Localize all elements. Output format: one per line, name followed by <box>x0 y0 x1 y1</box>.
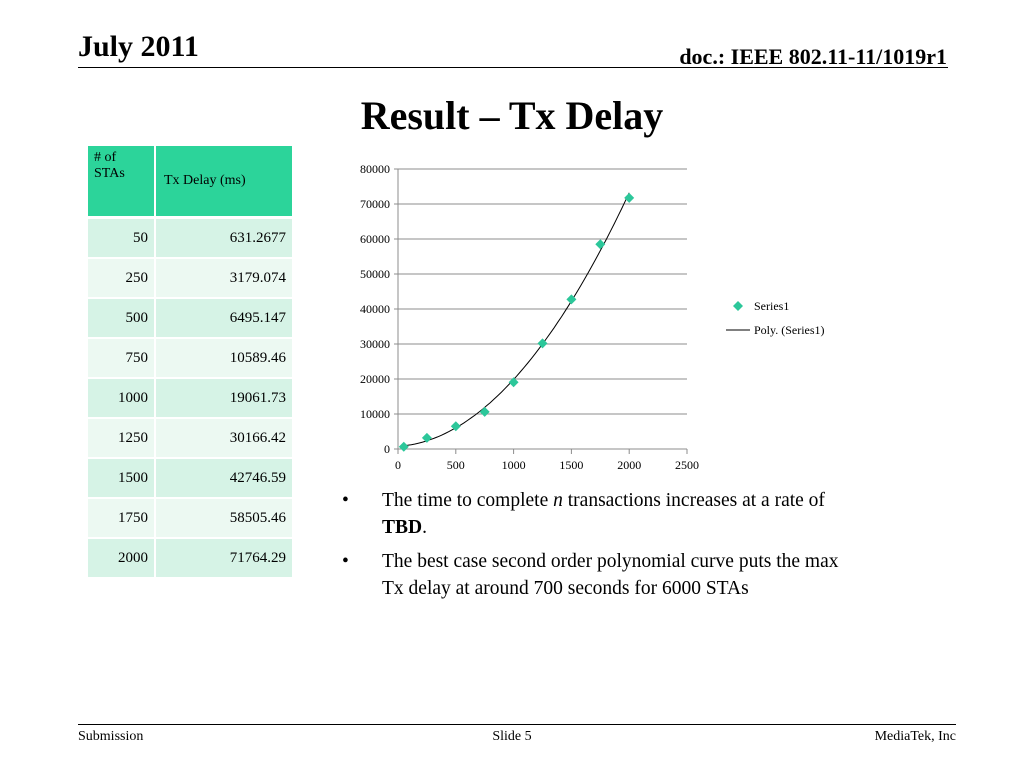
bullet-marker: • <box>342 490 349 511</box>
y-tick-label: 60000 <box>360 232 390 246</box>
footer-divider <box>78 724 956 725</box>
bullet-item-1 <box>342 487 842 541</box>
table-header-stas: # of STAs <box>87 145 155 218</box>
header-date: July 2011 <box>78 30 199 63</box>
cell-tx-delay: 42746.59 <box>155 458 293 498</box>
table-row <box>87 418 293 458</box>
legend-series1-label: Series1 <box>754 299 790 313</box>
cell-tx-delay: 58505.46 <box>155 498 293 538</box>
legend-trendline-label: Poly. (Series1) <box>754 323 825 337</box>
bullet-item-2 <box>342 548 842 602</box>
cell-stas: 250 <box>87 258 155 298</box>
slide-title: Result – Tx Delay <box>360 93 664 138</box>
y-tick-label: 40000 <box>360 302 390 316</box>
bullet-1-text-c: . <box>422 517 427 538</box>
cell-tx-delay: 3179.074 <box>155 258 293 298</box>
footer-slide-number: Slide 5 <box>492 729 532 744</box>
y-tick-label: 0 <box>384 442 390 456</box>
header-doc-id: doc.: IEEE 802.11-11/1019r1 <box>679 44 947 69</box>
x-tick-label: 2000 <box>617 458 642 472</box>
footer-company: MediaTek, Inc <box>874 729 956 744</box>
chart-x-tick-labels <box>395 458 699 472</box>
table-row <box>87 458 293 498</box>
cell-tx-delay: 30166.42 <box>155 418 293 458</box>
bullet-1-text-b: transactions increases at a rate of <box>562 490 825 511</box>
cell-stas: 500 <box>87 298 155 338</box>
series1-points <box>399 193 634 452</box>
tx-delay-chart <box>330 150 850 480</box>
series1-point <box>480 407 490 417</box>
x-tick-label: 1500 <box>559 458 584 472</box>
bullet-marker: • <box>342 551 349 572</box>
table-row <box>87 498 293 538</box>
y-tick-label: 50000 <box>360 267 390 281</box>
x-tick-label: 0 <box>395 458 401 472</box>
cell-tx-delay: 10589.46 <box>155 338 293 378</box>
bullet-1-bold: TBD <box>382 517 423 538</box>
bullet-1-italic: n <box>553 490 563 511</box>
chart-legend <box>726 299 825 337</box>
table-header-row <box>87 145 293 218</box>
cell-tx-delay: 6495.147 <box>155 298 293 338</box>
bullet-list <box>342 487 842 609</box>
table-row <box>87 298 293 338</box>
y-tick-label: 20000 <box>360 372 390 386</box>
y-tick-label: 10000 <box>360 407 390 421</box>
cell-stas: 50 <box>87 218 155 259</box>
tx-delay-table <box>86 144 294 579</box>
x-tick-label: 2500 <box>675 458 699 472</box>
chart-y-tick-labels <box>360 162 390 456</box>
x-tick-label: 1000 <box>501 458 526 472</box>
series1-point <box>595 239 605 249</box>
x-tick-label: 500 <box>446 458 465 472</box>
cell-stas: 1750 <box>87 498 155 538</box>
table-header-delay: Tx Delay (ms) <box>155 145 293 218</box>
cell-stas: 1000 <box>87 378 155 418</box>
legend-series1-marker <box>733 301 743 311</box>
y-tick-label: 70000 <box>360 197 390 211</box>
trendline-poly-series1 <box>404 193 629 446</box>
table-row <box>87 218 293 259</box>
cell-tx-delay: 631.2677 <box>155 218 293 259</box>
cell-stas: 1250 <box>87 418 155 458</box>
chart-axes <box>394 169 687 454</box>
cell-stas: 2000 <box>87 538 155 578</box>
cell-tx-delay: 19061.73 <box>155 378 293 418</box>
table-row <box>87 378 293 418</box>
y-tick-label: 30000 <box>360 337 390 351</box>
footer-submission: Submission <box>78 729 144 744</box>
table-row <box>87 338 293 378</box>
table-body <box>87 218 293 579</box>
table-row <box>87 258 293 298</box>
chart-gridlines <box>398 169 687 414</box>
bullet-2-text: The best case second order polynomial curve puts the max Tx delay at around 700 seconds for 6000 STAs <box>382 551 839 599</box>
bullet-1-text-a: The time to complete <box>382 490 554 511</box>
series1-point <box>399 442 409 452</box>
cell-stas: 1500 <box>87 458 155 498</box>
cell-stas: 750 <box>87 338 155 378</box>
table-row <box>87 538 293 578</box>
header-divider <box>78 67 948 68</box>
cell-tx-delay: 71764.29 <box>155 538 293 578</box>
y-tick-label: 80000 <box>360 162 390 176</box>
